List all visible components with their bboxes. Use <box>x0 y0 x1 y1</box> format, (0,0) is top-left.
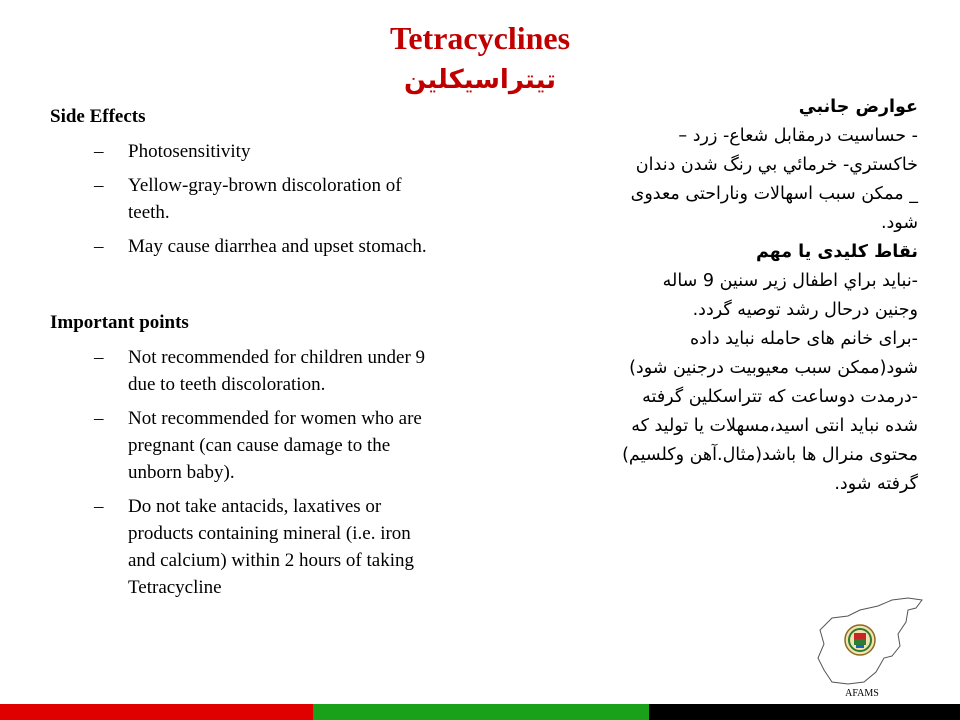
slide-title: Tetracyclines <box>389 20 571 56</box>
footer-bar-black <box>649 704 960 720</box>
list-item <box>50 405 430 486</box>
dari-text-line: گرفته شود. <box>834 474 918 494</box>
list-item-text: Photosensitivity <box>128 141 251 162</box>
important-points-heading: Important points <box>50 312 189 333</box>
side-effects-list <box>50 138 430 260</box>
dari-text-line: _ ممکن سبب اسهالات وناراحتی معدوی <box>630 184 918 204</box>
dari-important-points-heading: نقاط کلیدی یا مهم <box>755 242 918 262</box>
dash-bullet: – <box>94 347 104 368</box>
list-item-text: Do not take antacids, laxatives or products containing mineral (i.e. iron and calcium) within 2 hours of taking Tetracycline <box>128 496 414 598</box>
list-item-text: May cause diarrhea and upset stomach. <box>128 236 427 257</box>
dari-text-line: شده نباید انتی اسید،مسهلات یا تولید که <box>631 416 918 436</box>
list-item <box>50 233 430 260</box>
dari-content <box>500 93 918 499</box>
dari-text-line: شود(ممکن سبب معیوبیت درجنین شود) <box>629 358 918 378</box>
dari-text-line: -نبايد براي اطفال زير سنين 9 ساله <box>662 271 918 291</box>
side-effects-heading: Side Effects <box>50 106 146 127</box>
afams-label: AFAMS <box>845 688 879 699</box>
list-item <box>50 172 430 226</box>
dash-bullet: – <box>94 496 104 517</box>
slide-subtitle-dari: تیتراسیکلین <box>403 65 556 95</box>
dari-side-effects-heading: عوارض جانبي <box>798 97 918 117</box>
map-emblem-icon <box>812 596 942 688</box>
list-item <box>50 138 430 165</box>
dari-text-line: خاكستري- خرمائي بي رنگ شدن دندان <box>635 155 918 175</box>
spacer <box>50 267 430 309</box>
dari-text-line: - حساسيت درمقابل شعاع- زرد – <box>678 126 918 146</box>
english-content <box>50 103 430 608</box>
afghanistan-map-logo <box>812 596 942 688</box>
dari-text-line: وجنین درحال رشد توصیه گردد. <box>692 300 918 320</box>
list-item-text: Yellow-gray-brown discoloration of teeth. <box>128 175 402 223</box>
dari-text-line: -برای خانم های حامله نباید داده <box>690 329 918 349</box>
dari-text-line: شود. <box>880 213 918 233</box>
dari-text-line: -درمدت دوساعت که تتراسکلین گرفته <box>642 387 918 407</box>
dari-text-line: محتوی منرال ها باشد(مثال.آهن وکلسیم) <box>622 445 918 465</box>
footer-bar-red <box>0 704 313 720</box>
dash-bullet: – <box>94 141 104 162</box>
list-item-text: Not recommended for women who are pregnant (can cause damage to the unborn baby). <box>128 408 422 483</box>
list-item <box>50 344 430 398</box>
footer-bar-green <box>313 704 649 720</box>
important-points-list <box>50 344 430 601</box>
dash-bullet: – <box>94 236 104 257</box>
list-item <box>50 493 430 601</box>
dash-bullet: – <box>94 175 104 196</box>
dash-bullet: – <box>94 408 104 429</box>
list-item-text: Not recommended for children under 9 due to teeth discoloration. <box>128 347 426 395</box>
